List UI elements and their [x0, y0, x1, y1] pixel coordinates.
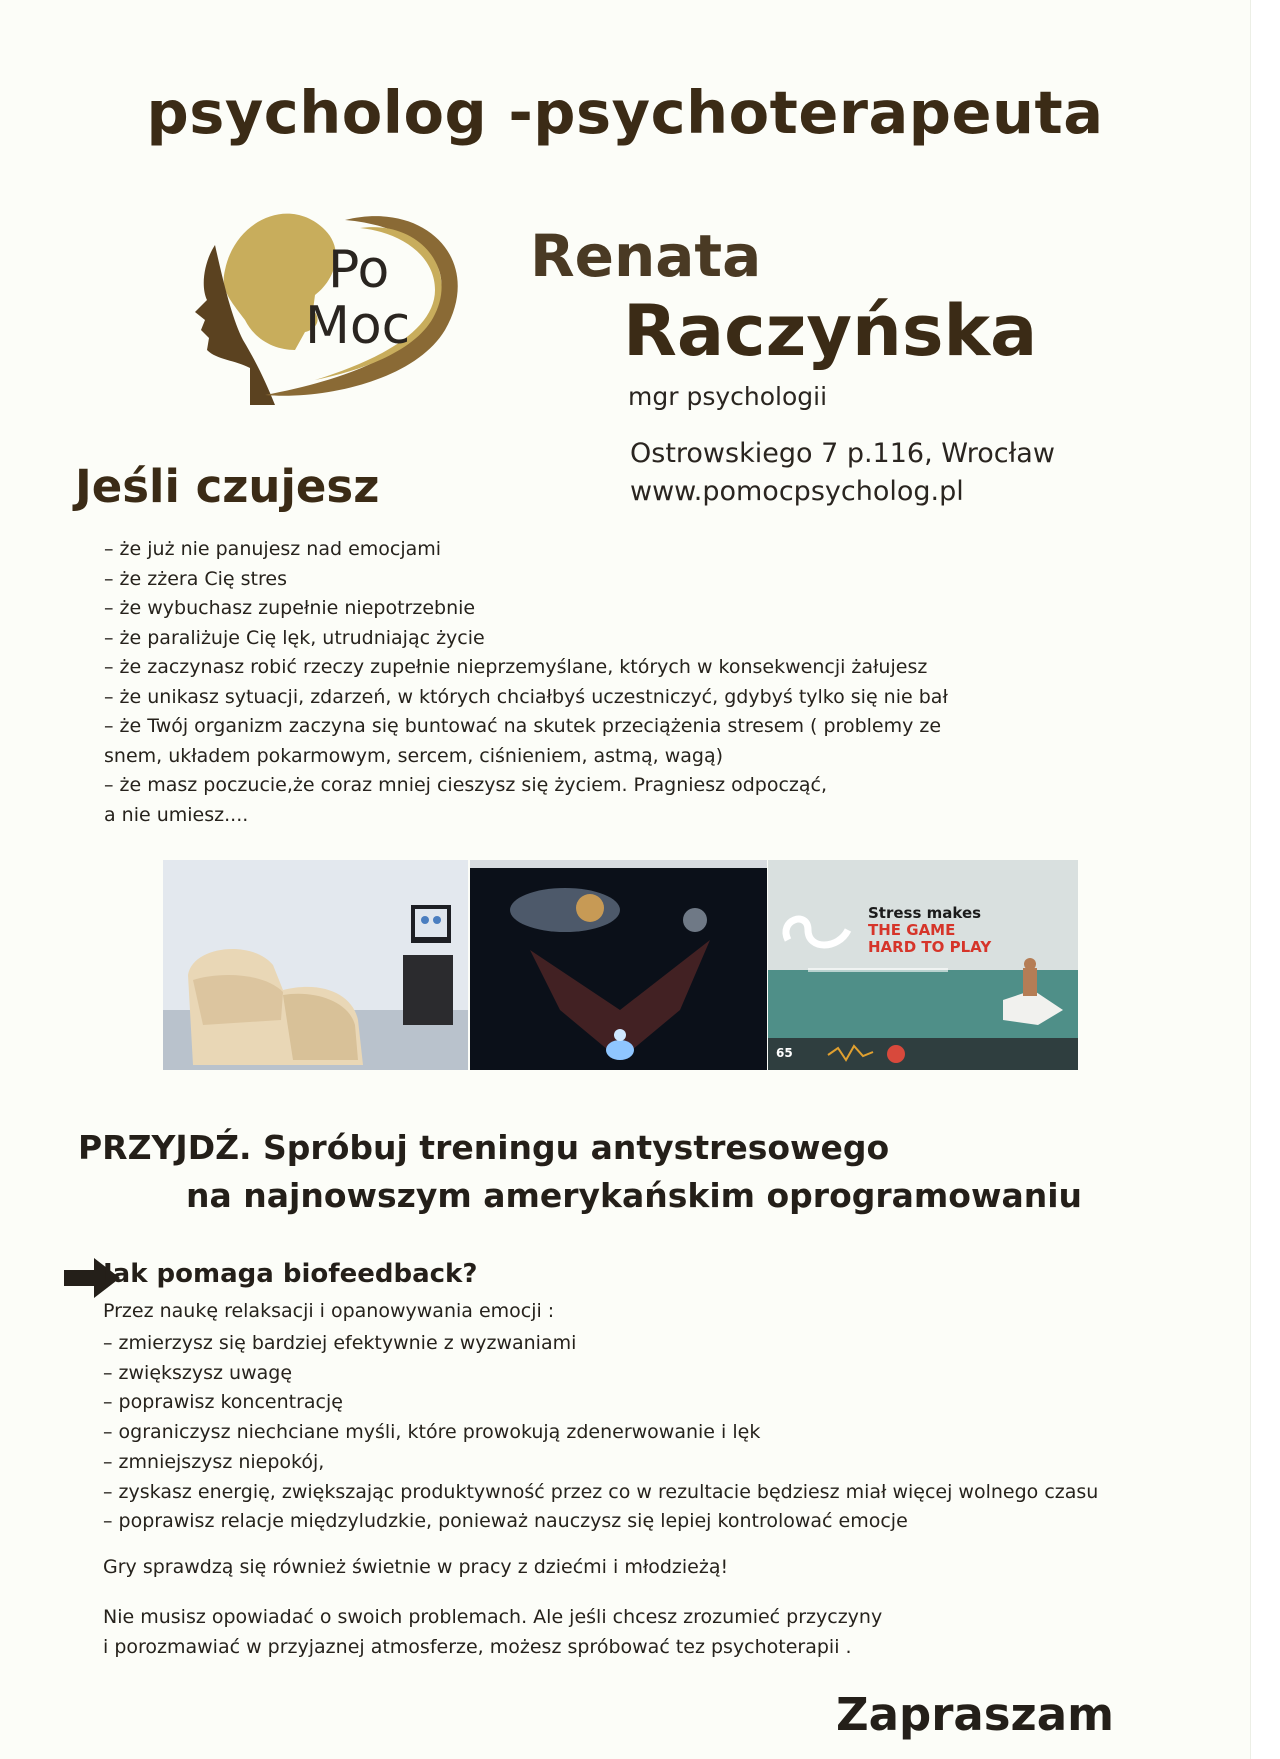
game-overlay-line1: Stress makes: [868, 904, 982, 922]
biofeedback-intro: Przez naukę relaksacji i opanowywania emocji :: [103, 1300, 555, 1322]
symptoms-list: [104, 535, 984, 830]
list-item: – zwiększysz uwagę: [103, 1361, 293, 1384]
cta-line2: na najnowszym amerykańskim oprogramowaniu: [186, 1176, 1083, 1215]
therapy-room-illustration: [163, 860, 468, 1070]
logo-text-moc: Moc: [305, 296, 411, 356]
website-link[interactable]: www.pomocpsycholog.pl: [630, 476, 964, 507]
scan-edge: [1250, 0, 1280, 1759]
list-item: – ograniczysz niechciane myśli, które prowokują zdenerwowanie i lęk: [103, 1421, 761, 1444]
space-game-screenshot: [470, 860, 767, 1070]
therapist-first-name: Renata: [530, 222, 762, 290]
therapy-note-line2: i porozmawiać w przyjaznej atmosferze, możesz spróbować tez psychoterapii .: [103, 1636, 852, 1658]
list-item: – że zżera Cię stres: [104, 567, 287, 590]
list-item: a nie umiesz....: [104, 803, 249, 826]
logo-text-po: Po: [328, 240, 390, 300]
biofeedback-heading: Jak pomaga biofeedback?: [103, 1259, 478, 1289]
jetski-game-illustration: [768, 860, 1078, 1070]
benefits-list: [103, 1329, 1098, 1537]
list-item: – że zaczynasz robić rzeczy zupełnie nieprzemyślane, których w konsekwencji żałujesz: [104, 656, 928, 678]
list-item: – zyskasz energię, zwiększając produktywność przez co w rezultacie będziesz miał więcej wolnego czasu: [103, 1480, 1099, 1503]
list-item: – że paraliżuje Cię lęk, utrudniając życie: [104, 626, 485, 649]
list-item: – że już nie panujesz nad emocjami: [104, 538, 442, 560]
list-item: – poprawisz relacje międzyludzkie, ponieważ nauczysz się lepiej kontrolować emocje: [103, 1510, 908, 1533]
list-item: – że masz poczucie,że coraz mniej cieszysz się życiem. Pragniesz odpocząć,: [104, 774, 828, 796]
profession-headline: psycholog -psychoterapeuta: [146, 78, 1104, 147]
game-overlay-line3: HARD TO PLAY: [868, 938, 992, 956]
list-item: – zmniejszysz niepokój,: [103, 1450, 325, 1473]
list-item: – poprawisz koncentrację: [103, 1391, 343, 1414]
symptoms-heading: Jeśli czujesz: [75, 460, 380, 513]
game-overlay-line2: THE GAME: [868, 921, 956, 939]
therapist-degree: mgr psychologii: [628, 382, 828, 411]
list-item: snem, układem pokarmowym, sercem, ciśnieniem, astmą, wagą): [104, 744, 724, 767]
cta-line1: PRZYJDŹ. Spróbuj treningu antystresowego: [78, 1128, 890, 1167]
list-item: – zmierzysz się bardziej efektywnie z wyzwaniami: [103, 1332, 577, 1354]
game-score: 65: [776, 1046, 793, 1060]
list-item: – że unikasz sytuacji, zdarzeń, w których chciałbyś uczestniczyć, gdybyś tylko się nie bał: [104, 685, 948, 708]
therapist-last-name: Raczyńska: [623, 290, 1038, 372]
list-item: – że wybuchasz zupełnie niepotrzebnie: [104, 597, 476, 619]
therapy-note-line1: Nie musisz opowiadać o swoich problemach. Ale jeśli chcesz zrozumieć przyczyny: [103, 1606, 883, 1628]
therapy-room-photo: [163, 860, 468, 1070]
list-item: – że Twój organizm zaczyna się buntować na skutek przeciążenia stresem ( problemy ze: [104, 715, 942, 737]
jetski-game-screenshot: [768, 860, 1078, 1070]
closing-invitation: Zapraszam: [836, 1688, 1114, 1741]
games-note: Gry sprawdzą się również świetnie w pracy z dziećmi i młodzieżą!: [103, 1556, 729, 1578]
office-address: Ostrowskiego 7 p.116, Wrocław: [630, 438, 1055, 469]
space-game-illustration: [470, 860, 767, 1070]
